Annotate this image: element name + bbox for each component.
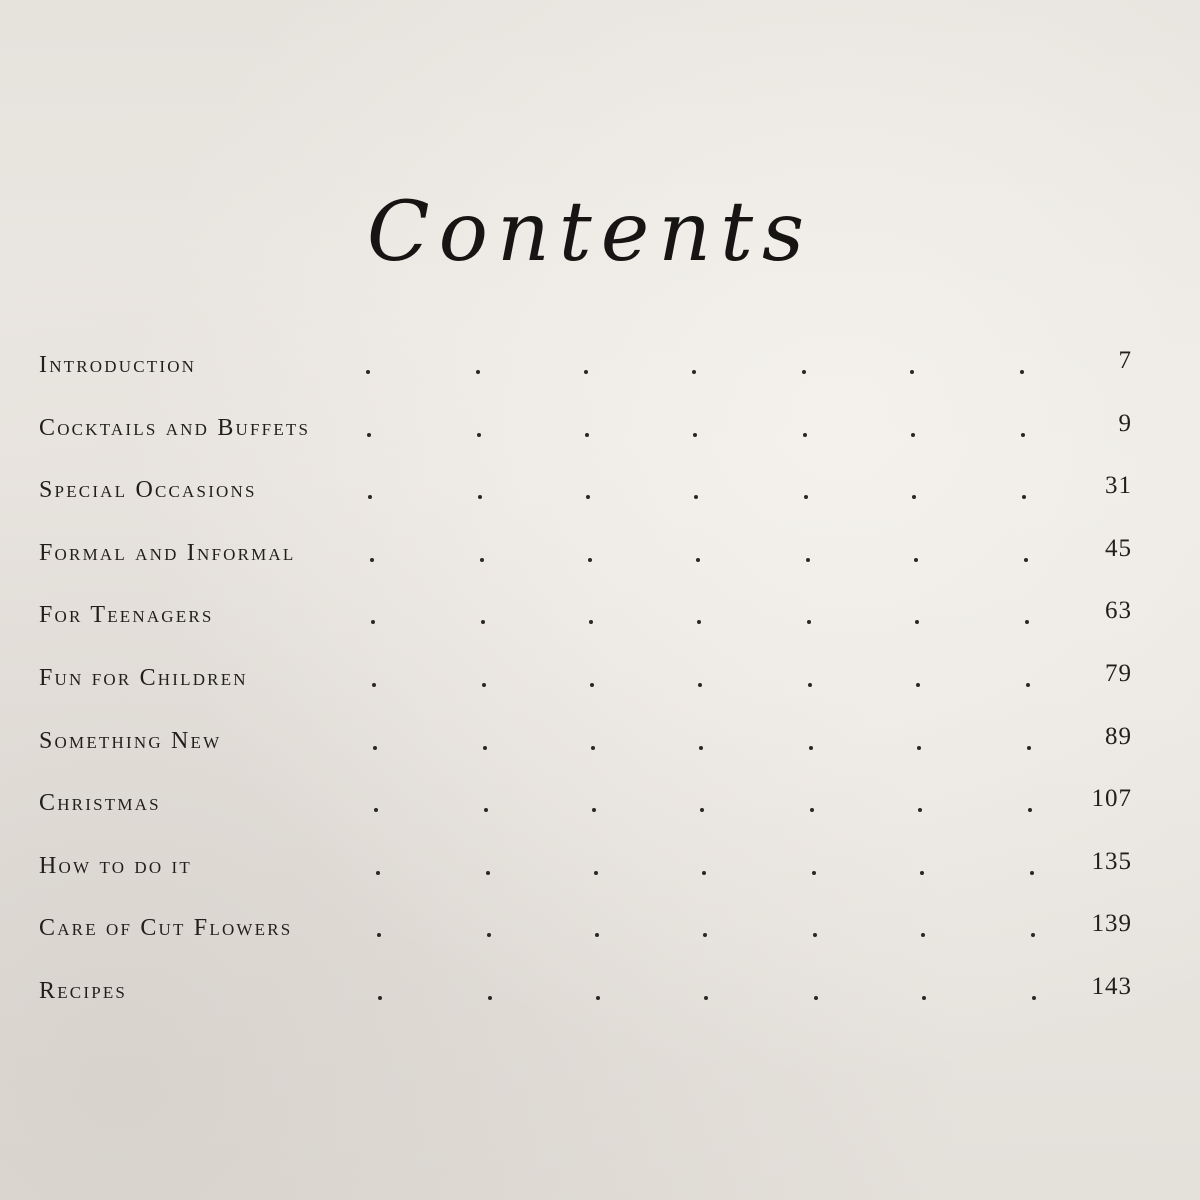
leader-dot: [912, 495, 916, 499]
toc-entry-label: Christmas: [39, 790, 161, 816]
leader-dot: [484, 808, 488, 812]
leader-dot: [1031, 933, 1035, 937]
leader-dot: [480, 558, 484, 562]
leader-dot: [1020, 370, 1024, 374]
leader-dot: [910, 370, 914, 374]
leader-dot: [918, 808, 922, 812]
leader-dot: [372, 683, 376, 687]
leader-dot: [1024, 558, 1028, 562]
leader-dot: [911, 433, 915, 437]
leader-dot: [596, 996, 600, 1000]
leader-dot: [813, 933, 817, 937]
leader-dot: [802, 370, 806, 374]
leader-dot: [703, 933, 707, 937]
leader-dot: [478, 495, 482, 499]
leader-dot: [482, 683, 486, 687]
leader-dot: [486, 871, 490, 875]
leader-dot: [585, 433, 589, 437]
leader-dot: [487, 933, 491, 937]
leader-dot: [699, 746, 703, 750]
toc-entry-cocktails-and-buffets: [0, 410, 1200, 453]
leader-dot: [810, 808, 814, 812]
leader-dot: [807, 620, 811, 624]
leader-dot: [367, 433, 371, 437]
leader-dot: [914, 558, 918, 562]
toc-entry-introduction: [0, 347, 1200, 390]
toc-entry-label: Care of Cut Flowers: [39, 915, 293, 941]
toc-entry-fun-for-children: [0, 660, 1200, 703]
toc-entry-page-number: 139: [1091, 910, 1132, 937]
toc-entry-something-new: [0, 723, 1200, 766]
leader-dot: [366, 370, 370, 374]
leader-dot: [803, 433, 807, 437]
leader-dot: [809, 746, 813, 750]
leader-dot: [806, 558, 810, 562]
toc-entry-page-number: 89: [1105, 723, 1132, 750]
toc-entry-label: Something New: [39, 728, 222, 754]
leader-dot: [916, 683, 920, 687]
leader-dot: [591, 746, 595, 750]
leader-dot: [693, 433, 697, 437]
leader-dot: [377, 933, 381, 937]
leader-dot: [594, 871, 598, 875]
leader-dot: [378, 996, 382, 1000]
leader-dot: [1021, 433, 1025, 437]
toc-entry-page-number: 79: [1105, 660, 1132, 687]
toc-entry-page-number: 7: [1118, 347, 1132, 374]
toc-entry-page-number: 31: [1105, 472, 1132, 499]
leader-dot: [917, 746, 921, 750]
leader-dot: [1032, 996, 1036, 1000]
leader-dot: [698, 683, 702, 687]
leader-dot: [696, 558, 700, 562]
leader-dot: [808, 683, 812, 687]
leader-dot: [368, 495, 372, 499]
leader-dot: [595, 933, 599, 937]
leader-dot: [374, 808, 378, 812]
toc-entry-label: How to do it: [39, 853, 193, 879]
toc-entry-care-of-cut-flowers: [0, 910, 1200, 953]
leader-dot: [692, 370, 696, 374]
leader-dot: [373, 746, 377, 750]
toc-entry-label: Recipes: [39, 978, 128, 1004]
toc-entry-for-teenagers: [0, 597, 1200, 640]
leader-dot: [694, 495, 698, 499]
toc-entry-label: Cocktails and Buffets: [39, 415, 311, 441]
toc-entry-special-occasions: [0, 472, 1200, 515]
leader-dot: [920, 871, 924, 875]
leader-dot: [1028, 808, 1032, 812]
leader-dot: [483, 746, 487, 750]
leader-dot: [814, 996, 818, 1000]
leader-dot: [476, 370, 480, 374]
leader-dot: [922, 996, 926, 1000]
toc-entry-label: Introduction: [39, 352, 197, 378]
leader-dot: [481, 620, 485, 624]
toc-entry-page-number: 143: [1091, 973, 1132, 1000]
toc-entry-formal-and-informal: [0, 535, 1200, 578]
leader-dot: [371, 620, 375, 624]
leader-dot: [477, 433, 481, 437]
leader-dot: [592, 808, 596, 812]
leader-dot: [1025, 620, 1029, 624]
leader-dot: [1027, 746, 1031, 750]
leader-dot: [1022, 495, 1026, 499]
leader-dot: [1026, 683, 1030, 687]
toc-entry-page-number: 9: [1118, 410, 1132, 437]
leader-dot: [812, 871, 816, 875]
toc-entry-recipes: [0, 973, 1200, 1016]
leader-dot: [589, 620, 593, 624]
leader-dot: [915, 620, 919, 624]
toc-entry-label: Formal and Informal: [39, 540, 296, 566]
toc-entry-how-to-do-it: [0, 848, 1200, 891]
leader-dot: [488, 996, 492, 1000]
leader-dot: [584, 370, 588, 374]
leader-dot: [700, 808, 704, 812]
leader-dot: [704, 996, 708, 1000]
toc-entry-page-number: 107: [1091, 785, 1132, 812]
toc-entry-label: For Teenagers: [39, 602, 214, 628]
leader-dot: [370, 558, 374, 562]
toc-entry-label: Special Occasions: [39, 477, 257, 503]
leader-dot: [1030, 871, 1034, 875]
toc-entry-christmas: [0, 785, 1200, 828]
toc-entry-page-number: 63: [1105, 597, 1132, 624]
leader-dot: [702, 871, 706, 875]
leader-dot: [586, 495, 590, 499]
leader-dot: [590, 683, 594, 687]
leader-dot: [804, 495, 808, 499]
toc-entry-page-number: 45: [1105, 535, 1132, 562]
toc-entry-page-number: 135: [1091, 848, 1132, 875]
leader-dot: [376, 871, 380, 875]
leader-dot: [697, 620, 701, 624]
leader-dot: [921, 933, 925, 937]
leader-dot: [588, 558, 592, 562]
toc-entry-label: Fun for Children: [39, 665, 248, 691]
page-title: Contents: [366, 185, 814, 280]
